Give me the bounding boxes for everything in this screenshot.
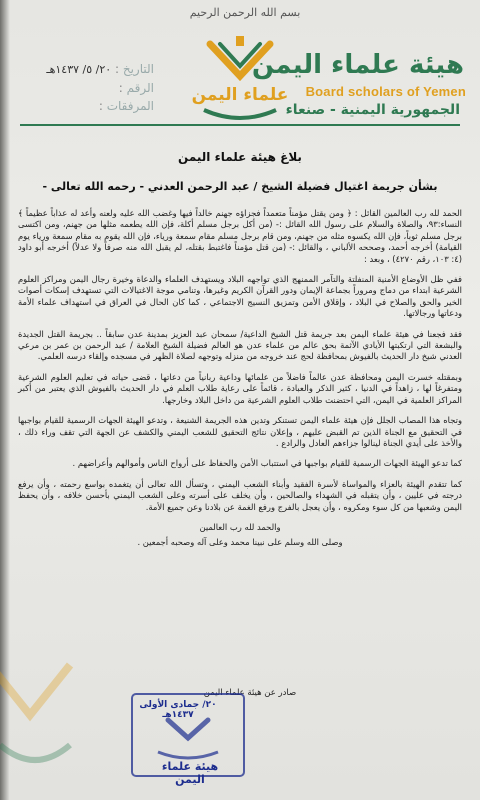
watermark-logo-icon — [0, 645, 80, 785]
logo-text: علماء اليمن — [191, 85, 289, 105]
org-location: الجمهورية اليمنية - صنعاء — [285, 102, 460, 118]
closing-praise: والحمد لله رب العالمين — [199, 521, 281, 532]
paragraph: كما تتقدم الهيئة بالعزاء والمواساة لأسرة الفقيد وأبناء الشعب اليمني ، وتسأل الله تعالى أن يتغمده بواسع رحمته ، وأن يرفع درجته في عليين ، وأن يتقبله في الشهداء والصالحين ، وأن يخلف على أسرته وعلى الشعب اليمني بأحسن خلافه ، وأن يحفظ اليمن وشعبها من كل سوء ومكروه ، وأن يعجل بالفرج ورفع الغمة عن بلادنا وعن جميع الأمة. — [18, 478, 462, 512]
meta-date-row: التاريخ : ٢٠/ ٥/ ١٤٣٧هـ — [46, 62, 154, 76]
meta-number-row: الرقم : — [118, 81, 154, 95]
meta-attachments-row: المرفقات : — [98, 99, 154, 113]
paragraph: الحمد لله رب العالمين القائل : ﴿ ومن يقتل مؤمناً متعمداً فجزاؤه جهنم خالداً فيها وغضب الله عليه ولعنه وأعد له عذاباً عظيماً ﴾ النساء:٩٣، والصلاة والسلام على رسول الله القائل :- (من أكل برجل مسلم أكلة، فإن الله يطعمه مثلها من جهنم، ومن اكتسى برجل مسلم ثوباً، فإن الله يكسوه مثله من جهنم، ومن قام برجل مسلم مقام سمعة ورياء، فإن الله يقوم به مقام سمعة ورياء يوم القيامة) أخرجه أحمد، وصححه الألباني ، والقائل :- (من قتل مؤمناً فاغتبط بقتله، لم يقبل الله منه صرفاً ولا عدلاً) أخرجه أبو داود (٤: ١٠٣، رقم ٤٢٧٠) ، وبعد : — [18, 208, 462, 264]
paragraph: وبمقتله خسرت اليمن ومحافظة عدن عالماً فاضلاً من علمائها وداعية ربانياً من دعاتها ، قضى حياته في تعليم العلوم الشرعية ومتفرغاً لها ، زاهداً في الدنيا ، كثير الذكر والعبادة ، قائماً على رعاية طلاب العلم في دار الحديث بالفيوش الذي يعتبر من أكبر المراكز العلمية في اليمن، التي احتضنت طلاب العلوم الشرعية من داخل البلاد وخارجها. — [18, 371, 462, 405]
number-label: الرقم — [126, 81, 154, 95]
statement-subject: بشأن جريمة اغتيال فضيلة الشيخ / عبد الرحمن العدني - رحمه الله تعالى - — [42, 180, 438, 193]
date-label: التاريخ — [122, 62, 154, 76]
paragraph: فقد فجعنا في هيئة علماء اليمن بعد جريمة قتل الشيخ الداعية/ سمحان عبد العزيز بمدينة عدن سابقاً .. بجريمة القتل الجديدة والبشعة التي ارتكبتها الأيادي الآثمة بحق عالم من علماء عدن هو العالم فضيلة الشيخ العلامة / عبد الرحمن بن عمر بن مرعي العدني شيخ دار الحديث بالفيوش بمحافظة لحج عند خروجه من منزله وتوجهه لصلاة الظهر في مسجده وإلقاء درسه العلمي. — [18, 328, 462, 362]
header-divider — [20, 124, 460, 126]
issuer-line: صادر عن هيئة علماء اليمن — [203, 688, 297, 698]
org-name-english: Board scholars of Yemen — [305, 84, 466, 99]
paragraph: كما تدعو الهيئة الجهات الرسمية للقيام بواجبها في استتباب الأمن والحفاظ على أرواح الناس وأموالهم وأعراضهم . — [72, 458, 462, 469]
statement-body — [18, 208, 462, 553]
date-value: ٢٠/ ٥/ ١٤٣٧هـ — [46, 63, 112, 76]
basmala: بسم الله الرحمن الرحيم — [189, 6, 301, 19]
org-logo-icon — [190, 34, 290, 124]
attachments-label: المرفقات — [106, 99, 154, 113]
org-name-arabic: هيئة علماء اليمن — [251, 50, 464, 80]
paragraph: ففي ظل الأوضاع الأمنية المنفلتة والتآمر الممنهج الذي تواجهه البلاد ويستهدف العلماء والدعاة وخيرة رجال اليمن ومراكز العلوم الشرعية ابتداء من دماج ومروراً بجماعة الإيمان ودور القرآن الكريم وغيرها، وتنامي موجة الاغتيالات التي تستهدف إسكات أصوات الخير والحق والصلاح في البلاد ، وإقلاق الأمن وتمزيق النسيج الاجتماعي ، كما كان الحال في العراق في استهداف علماء الأمة ودعاتها ورجالاتها. — [18, 274, 462, 319]
document-meta — [34, 60, 154, 115]
statement-title: بلاغ هيئة علماء اليمن — [178, 150, 302, 164]
stamp-text: هيئة علماء اليمن — [161, 760, 219, 786]
closing-salutation: وصلى الله وسلم على نبينا محمد وعلى آله وصحبه أجمعين . — [137, 537, 343, 548]
paragraph: وتجاه هذا المصاب الجلل فإن هيئة علماء اليمن تستنكر وتدين هذه الجريمة الشنيعة ، وتدعو الهيئة الجهات الرسمية للقيام بواجبها في التحقيق مع الجناة الذين تم القبض عليهم ، وإعلان نتائج التحقيق للشعب اليمني والكشف عن الجهة التي تقف وراء ذلك ، والأخذ على أيدي الجناة لينالوا جزاءهم العادل والرادع . — [18, 415, 462, 448]
stamp-date: ٢٠/ جمادى الأولى ١٤٣٧هـ — [139, 700, 217, 720]
